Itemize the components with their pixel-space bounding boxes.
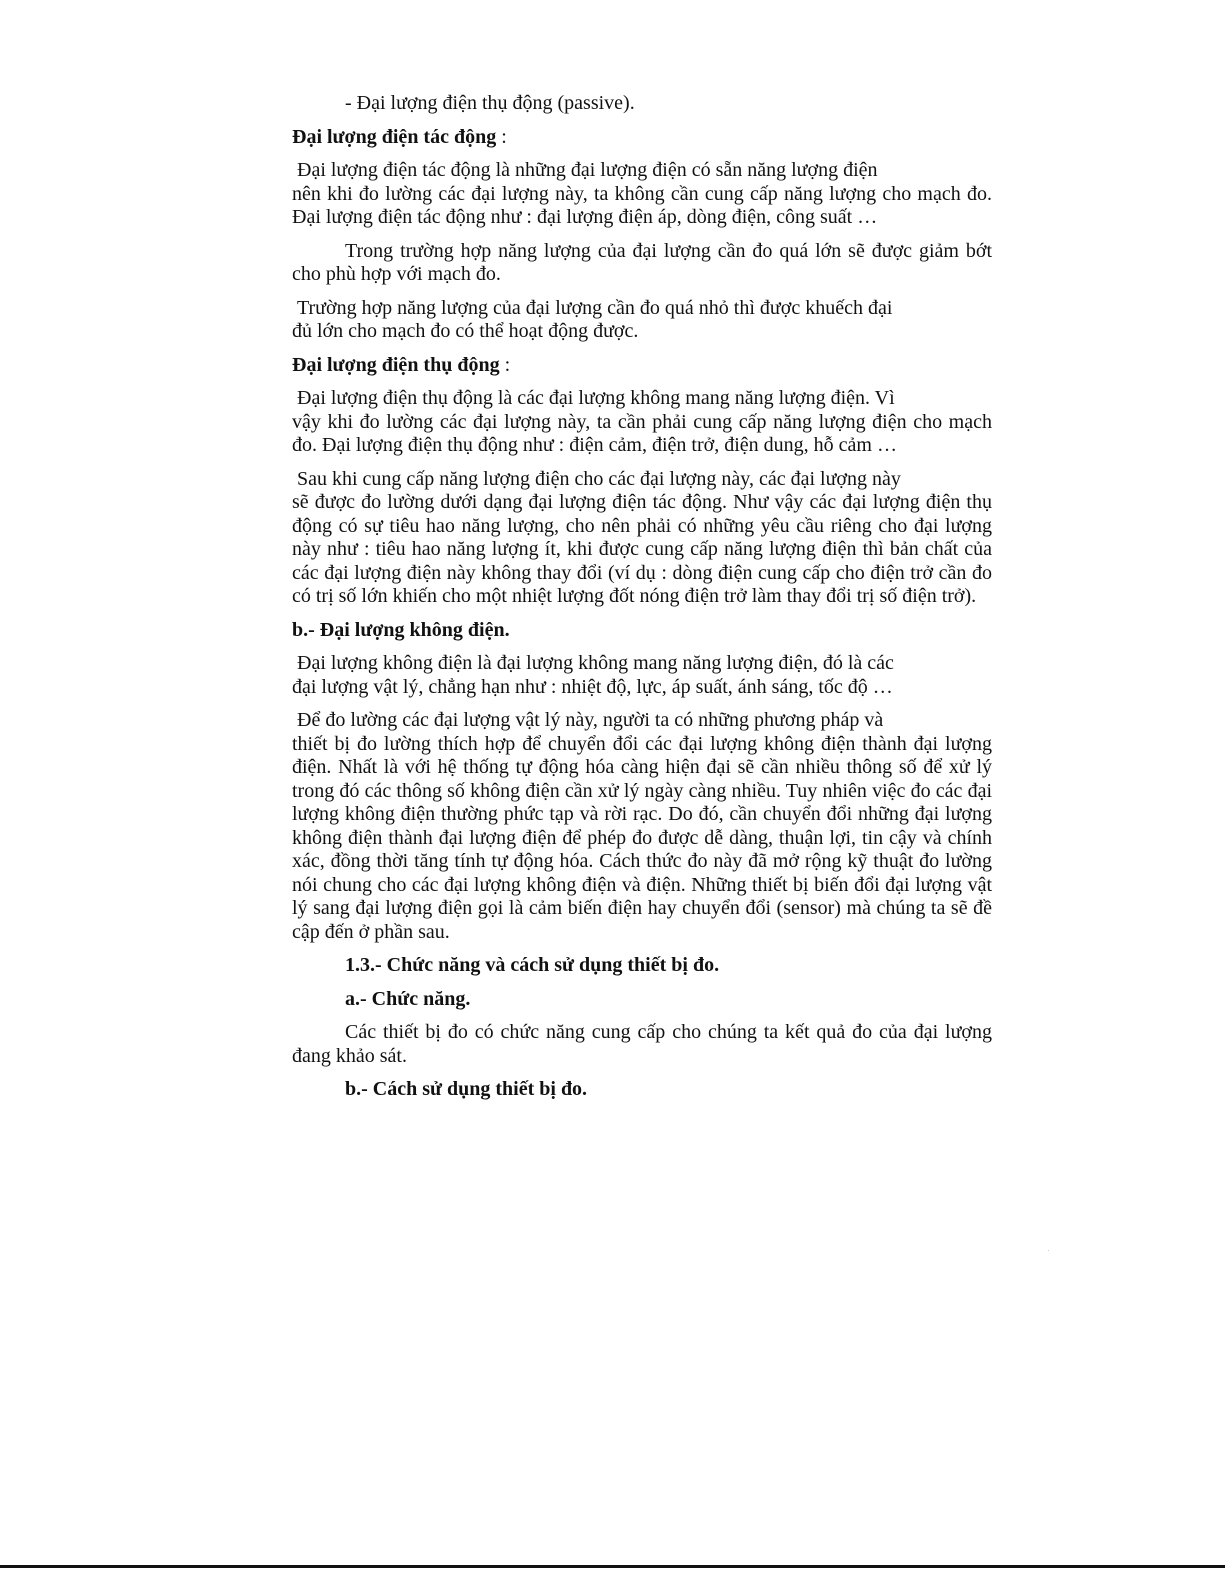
paragraph-passive-definition-rest: vậy khi đo lường các đại lượng này, ta cần phải cung cấp năng lượng điện cho mạch đo. Đại lượng điện thụ động như : điện cảm, điện trở, điện dung, hỗ cảm …: [292, 410, 992, 456]
paragraph-active-definition-rest: nên khi đo lường các đại lượng này, ta không cần cung cấp năng lượng cho mạch đo. Đại lượng điện tác động như : đại lượng điện áp, dòng điện, công suất …: [292, 182, 992, 228]
heading-non-electric-quantity: b.- Đại lượng không điện.: [292, 618, 510, 641]
paragraph-active-large-energy: Trong trường hợp năng lượng của đại lượng cần đo quá lớn sẽ được giảm bớt cho phù hợp với mạch đo.: [292, 239, 992, 285]
paragraph-non-electric-definition-rest: đại lượng vật lý, chẳng hạn như : nhiệt độ, lực, áp suất, ánh sáng, tốc độ …: [292, 675, 893, 698]
paragraph-function: Các thiết bị đo có chức năng cung cấp cho chúng ta kết quả đo của đại lượng đang khảo sát.: [292, 1021, 992, 1067]
heading-active-colon: :: [496, 125, 507, 148]
heading-function: a.- Chức năng.: [345, 987, 471, 1010]
paragraph-passive-measurement: [292, 468, 992, 609]
paragraph-passive-definition-first-line: Đại lượng điện thụ động là các đại lượng không mang năng lượng điện. Vì: [297, 387, 895, 409]
list-item-passive: - Đại lượng điện thụ động (passive).: [345, 92, 635, 114]
heading-section-1-3: 1.3.- Chức năng và cách sử dụng thiết bị đo.: [345, 954, 720, 976]
page-bottom-border: [0, 1565, 1225, 1568]
paragraph-non-electric-definition-first-line: Đại lượng không điện là đại lượng không mang năng lượng điện, đó là các: [297, 652, 894, 674]
heading-passive-colon: :: [499, 353, 511, 376]
scan-speck: [1048, 1250, 1049, 1251]
heading-passive-text: Đại lượng điện thụ động: [292, 353, 500, 376]
heading-active-quantity: [292, 126, 992, 150]
paragraph-active-small-energy-first-line: Trường hợp năng lượng của đại lượng cần đo quá nhỏ thì được khuếch đại: [297, 296, 893, 319]
heading-usage: b.- Cách sử dụng thiết bị đo.: [345, 1078, 588, 1100]
page-content: [292, 92, 992, 1102]
paragraph-non-electric-definition: [292, 652, 992, 699]
paragraph-non-electric-conversion: [292, 709, 992, 944]
paragraph-passive-definition: [292, 387, 992, 458]
paragraph-active-definition-first-line: Đại lượng điện tác động là những đại lượng điện có sẵn năng lượng điện: [297, 159, 878, 181]
paragraph-passive-measurement-rest: sẽ được đo lường dưới dạng đại lượng điện tác động. Như vậy các đại lượng điện thụ động có sự tiêu hao năng lượng, cho nên phải có những yêu cầu riêng cho đại lượng này như : tiêu hao năng lượng ít, khi được cung cấp năng lượng điện thì bản chất của các đại lượng điện này không thay đổi (ví dụ : dòng điện cung cấp cho điện trở cần đo có trị số lớn khiến cho một nhiệt lượng đốt nóng điện trở làm thay đổi trị số điện trở).: [292, 491, 992, 607]
paragraph-active-definition: [292, 159, 992, 230]
heading-passive-quantity: [292, 354, 992, 378]
paragraph-non-electric-conversion-rest: thiết bị đo lường thích hợp để chuyển đổi các đại lượng không điện thành đại lượng điện. Nhất là với hệ thống tự động hóa càng hiện đại sẽ cần nhiều thông số để xử lý trong đó các thông số không điện cần xử lý ngày càng nhiều. Tuy nhiên việc đo các đại lượng không điện thường phức tạp và rời rạc. Do đó, cần chuyển đổi những đại lượng không điện thành đại lượng điện để phép đo được dễ dàng, thuận lợi, tin cậy và chính xác, đồng thời tăng tính tự động hóa. Cách thức đo này đã mở rộng kỹ thuật đo lường nói chung cho các đại lượng không điện và điện. Những thiết bị biến đổi đại lượng vật lý sang đại lượng điện gọi là cảm biến điện hay chuyển đổi (sensor) mà chúng ta sẽ đề cập đến ở phần sau.: [292, 732, 992, 943]
paragraph-active-small-energy-rest: đủ lớn cho mạch đo có thể hoạt động được.: [292, 320, 639, 342]
paragraph-non-electric-conversion-first-line: Để đo lường các đại lượng vật lý này, người ta có những phương pháp và: [297, 709, 884, 731]
paragraph-active-small-energy: [292, 297, 992, 344]
heading-active-text: Đại lượng điện tác động: [292, 125, 497, 148]
paragraph-passive-measurement-first-line: Sau khi cung cấp năng lượng điện cho các đại lượng này, các đại lượng này: [297, 467, 901, 490]
